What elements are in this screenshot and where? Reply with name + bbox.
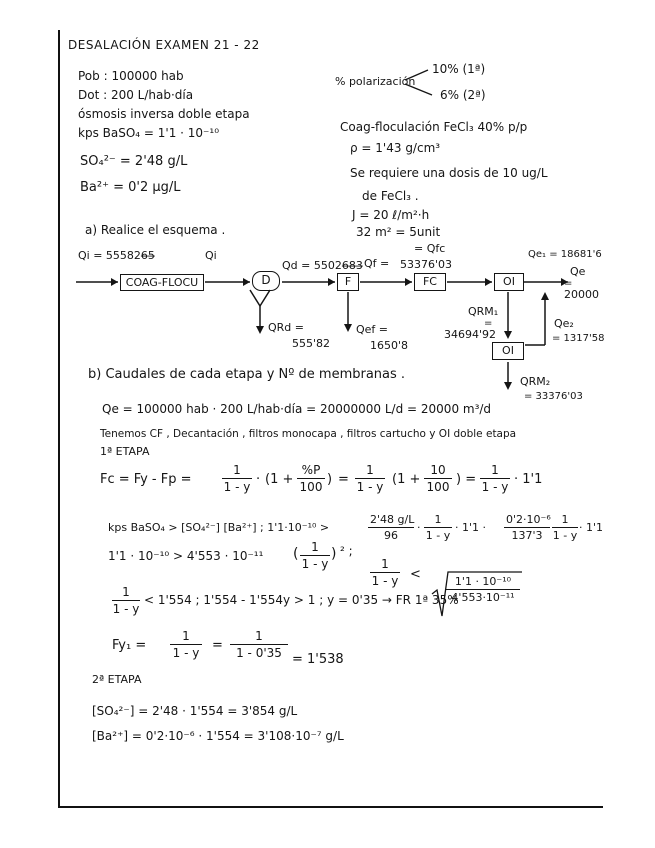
qe-equals: = (564, 278, 573, 289)
population: Pob : 100000 hab (78, 69, 184, 83)
qe-label: Qe (570, 265, 586, 278)
qrm2-value: = 33376'03 (524, 391, 583, 402)
oi-stage-1-box: OI (494, 273, 524, 291)
mid-factor: · 1'1 · (455, 521, 487, 534)
qe1-value: Qe₁ = 18681'6 (528, 249, 602, 260)
fraction-5: $\frac{1}{1 - y}$ (481, 463, 509, 494)
qe2-label: Qe₂ (554, 317, 574, 330)
fraction-7: $\frac{1}{1 - y}$ (425, 513, 451, 542)
qrd-value: 555'82 (292, 337, 331, 350)
dotation: Dot : 200 L/hab·día (78, 88, 194, 102)
qd-value: Qd = 55026̶8̶3̶ (282, 259, 363, 272)
coagulant-density: ρ = 1'43 g/cm³ (350, 141, 441, 155)
line4-rest: < 1'554 ; 1'554 - 1'554y > 1 ; y = 0'35 → FR 1ª 35% (144, 593, 459, 607)
oi-stage-2-box: OI (492, 342, 524, 360)
qe-value: 20000 (564, 288, 599, 301)
part-b-title: b) Caudales de cada etapa y Nº de membranas . (88, 367, 406, 382)
qef-label: Qef = (356, 323, 389, 336)
page-title: DESALACIÓN EXAMEN 21 - 22 (68, 38, 260, 52)
process: ósmosis inversa doble etapa (78, 107, 250, 121)
part-a-title: a) Realice el esquema . (85, 223, 226, 237)
membrane-flux: J = 20 ℓ/m²·h (352, 208, 430, 222)
equals-1: = (338, 472, 349, 487)
qrm1-value: 34694'92 (444, 328, 497, 341)
coagulant-spec: Coag-floculación FeCl₃ 40% p/p (340, 120, 528, 134)
dose-text-1: Se requiere una dosis de 10 ug/L (350, 166, 548, 180)
fraction-8: $\frac{\text{0'2·10⁻⁶}}{137'3}$ (506, 513, 551, 542)
paren-close-3: ) (331, 546, 337, 562)
sulfate-stage-2: [SO₄²⁻] = 2'48 · 1'554 = 3'854 g/L (92, 704, 298, 718)
fraction-11: $\frac{1}{1 - y}$ (371, 557, 399, 588)
polarization-stage-1: 10% (1ª) (432, 62, 486, 76)
fraction-13: $\frac{1}{1 - y}$ (112, 585, 140, 616)
kps-barium-sulfate: kps BaSO₄ = 1'1 · 10⁻¹⁰ (78, 126, 220, 140)
fraction-6: $\frac{2'48 g/L}{96}$ (370, 513, 415, 542)
kps-inequality: kps BaSO₄ > [SO₄²⁻] [Ba²⁺] ; 1'1·10⁻¹⁰ > (108, 521, 330, 534)
qi-value: Qi = 555826̶5̶ (78, 249, 155, 262)
equals-5: = (212, 638, 223, 653)
filter-box: F (337, 273, 359, 291)
polarization-label: % polarización (335, 75, 416, 88)
line3-lhs: 1'1 · 10⁻¹⁰ > 4'553 · 10⁻¹¹ (108, 549, 264, 563)
cartridge-filter-box: FC (414, 273, 446, 291)
barium-stage-2: [Ba²⁺] = 0'2·10⁻⁶ · 1'554 = 3'108·10⁻⁷ g/L (92, 729, 344, 743)
qi-label: Qi (205, 249, 217, 262)
fraction-2: $\frac{\%P}{100}$ (297, 464, 325, 493)
fy-label: Fy₁ = (112, 638, 147, 653)
stage-2-heading: 2ª ETAPA (92, 673, 142, 686)
treatment-list: Tenemos CF , Decantación , filtros monocapa , filtros cartucho y OI doble etapa (100, 428, 517, 440)
paren-open-2: (1 + (392, 472, 421, 487)
sulfate-concentration: SO₄²⁻ = 2'48 g/L (80, 154, 188, 169)
fraction-3: $\frac{1}{1 - y}$ (356, 463, 384, 494)
fraction-4: $\frac{10}{100}$ (424, 464, 452, 493)
fraction-15: $\frac{1}{1 - 0'35}$ (230, 630, 288, 659)
paren-open-3: ( (293, 546, 299, 562)
line3-square: ² ; (340, 544, 353, 558)
dot-2: · (417, 521, 421, 534)
barium-concentration: Ba²⁺ = 0'2 μg/L (80, 180, 181, 195)
paren-close-1: ) (327, 472, 333, 487)
fraction-1: $\frac{1}{1 - y}$ (223, 463, 251, 494)
qe2-value: = 1317'58 (552, 333, 605, 344)
qrm1-equals: = (484, 318, 493, 329)
membrane-area: 32 m² = 5unit (356, 225, 441, 239)
fraction-9: $\frac{1}{1 - y}$ (552, 513, 578, 542)
qrm2-label: QRM₂ (520, 375, 551, 388)
qfc-label: = Qfc (414, 242, 446, 255)
coag-flocu-box: COAG-FLOCU (120, 274, 204, 291)
dose-text-2: de FeCl₃ . (362, 189, 419, 203)
fraction-14: $\frac{1}{1 - y}$ (170, 630, 202, 659)
dot-1: · (256, 472, 261, 487)
qe-calculation: Qe = 100000 hab · 200 L/hab·día = 20000000 L/d = 20000 m³/d (102, 402, 492, 416)
kps-tail: · 1'1 (579, 521, 604, 534)
less-than: < (410, 567, 421, 582)
stage-1-heading: 1ª ETAPA (100, 445, 150, 458)
decanter-box: D (252, 271, 280, 291)
fc-tail: · 1'1 (514, 472, 543, 487)
fy-result: = 1'538 (292, 652, 344, 667)
qef-value: 1650'8 (370, 339, 409, 352)
qrd-label: QRd = (268, 321, 304, 334)
fraction-12: $\frac{\text{1'1 · 10⁻¹⁰}}{\text{4'553·10⁻¹¹}}$ (446, 576, 520, 603)
paren-close-2: ) = (456, 472, 477, 487)
fraction-10: $\frac{1}{1 - y}$ (301, 540, 329, 571)
paren-open-1: (1 + (265, 472, 294, 487)
polarization-stage-2: 6% (2ª) (440, 88, 486, 102)
fc-lhs: Fc = Fy - Fp = (100, 472, 192, 487)
qrm1-label: QRM₁ (468, 305, 499, 318)
qf-label: Qf = (364, 257, 390, 270)
qfc-value: 53376'03 (400, 258, 453, 271)
